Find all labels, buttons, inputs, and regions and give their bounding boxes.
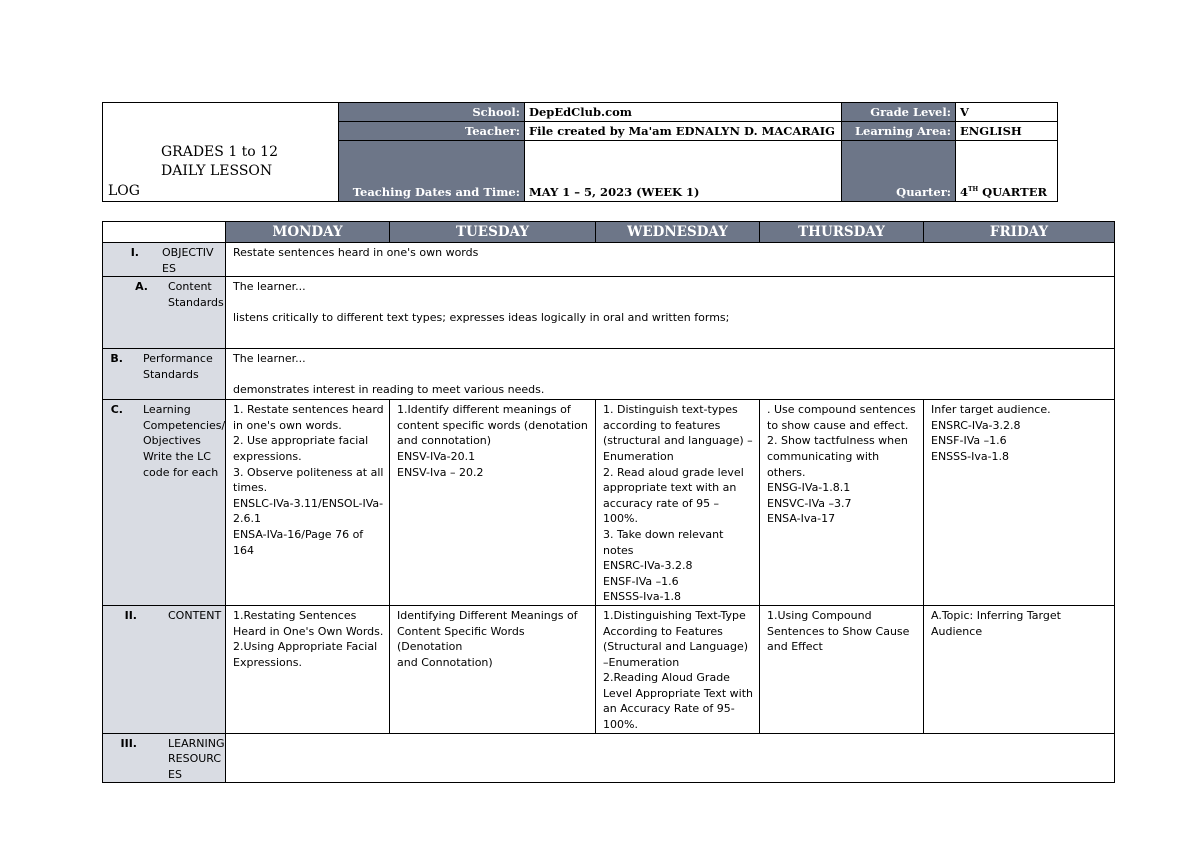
content-standards-row <box>103 277 1115 349</box>
learning-area-label: Learning Area: <box>842 122 956 141</box>
performance-standards-row <box>103 349 1115 400</box>
objectives-text: Restate sentences heard in one's own words <box>226 243 1115 277</box>
content-standards-text: The learner... listens critically to different text types; expresses ideas logically in oral and written forms; <box>226 277 1115 349</box>
lesson-log-table <box>102 221 1115 783</box>
grade-level-value: V <box>956 103 1058 122</box>
content-row <box>103 605 1115 733</box>
competencies-tuesday: 1.Identify different meanings of content specific words (denotation and connotation) ENSV-IVa-20.1 ENSV-Iva – 20.2 <box>390 400 596 606</box>
header-table <box>102 102 1058 202</box>
day-header-row <box>103 222 1115 243</box>
competencies-friday: Infer target audience. ENSRC-IVa-3.2.8 ENSF-IVa –1.6 ENSSS-Iva-1.8 <box>924 400 1115 606</box>
teaching-dates-value: MAY 1 – 5, 2023 (WEEK 1) <box>525 141 842 202</box>
dll-title: GRADES 1 to 12 DAILY LESSON <box>161 144 278 179</box>
learning-area-value: ENGLISH <box>956 122 1058 141</box>
performance-standards-label-cell: B. Performance Standards <box>103 349 226 400</box>
day-header-thursday: THURSDAY <box>760 222 924 243</box>
learning-resources-content <box>226 733 1115 783</box>
school-label: School: <box>339 103 525 122</box>
content-standards-label-cell: A. Content Standards <box>103 277 226 349</box>
competencies-monday: 1. Restate sentences heard in one's own words. 2. Use appropriate facial expressions. 3. Observe politeness at all times. ENSLC-IVa-3.11/ENSOL-IVa- 2.6.1 ENSA-IVa-16/Page 76 of 164 <box>226 400 390 606</box>
competencies-row <box>103 400 1115 606</box>
day-header-friday: FRIDAY <box>924 222 1115 243</box>
grade-level-label: Grade Level: <box>842 103 956 122</box>
content-monday: 1.Restating Sentences Heard in One's Own Words. 2.Using Appropriate Facial Expressions. <box>226 605 390 733</box>
learning-resources-row <box>103 733 1115 783</box>
learning-resources-label-cell: III. LEARNING RESOURC ES <box>103 733 226 783</box>
competencies-thursday: . Use compound sentences to show cause and effect. 2. Show tactfulness when communicating with others. ENSG-IVa-1.8.1 ENSVC-IVa –3.7 ENSA-Iva-17 <box>760 400 924 606</box>
content-label-cell: II. CONTENT <box>103 605 226 733</box>
quarter-label: Quarter: <box>842 141 956 202</box>
competencies-label-cell: C. Learning Competencies/ Objectives Write the LC code for each <box>103 400 226 606</box>
content-thursday: 1.Using Compound Sentences to Show Cause and Effect <box>760 605 924 733</box>
teaching-dates-label: Teaching Dates and Time: <box>339 141 525 202</box>
day-header-tuesday: TUESDAY <box>390 222 596 243</box>
objectives-row <box>103 243 1115 277</box>
school-value: DepEdClub.com <box>525 103 842 122</box>
dll-title-cell <box>103 103 339 202</box>
teacher-label: Teacher: <box>339 122 525 141</box>
content-tuesday: Identifying Different Meanings of Content Specific Words (Denotation and Connotation) <box>390 605 596 733</box>
day-header-monday: MONDAY <box>226 222 390 243</box>
performance-standards-text: The learner... demonstrates interest in reading to meet various needs. <box>226 349 1115 400</box>
dll-title-log: LOG <box>108 183 140 199</box>
content-friday: A.Topic: Inferring Target Audience <box>924 605 1115 733</box>
objectives-label-cell: I. OBJECTIV ES <box>103 243 226 277</box>
competencies-wednesday: 1. Distinguish text-types according to features (structural and language) – Enumeration 2. Read aloud grade level appropriate text with an accuracy rate of 95 – 100%. 3. Take down relevant notes ENSRC-IVa-3.2.8 ENSF-IVa –1.6 ENSSS-Iva-1.8 <box>596 400 760 606</box>
teacher-value: File created by Ma'am EDNALYN D. MACARAIG <box>525 122 842 141</box>
content-wednesday: 1.Distinguishing Text-Type According to Features (Structural and Language) –Enumeration 2.Reading Aloud Grade Level Appropriate Text with an Accuracy Rate of 95- 100%. <box>596 605 760 733</box>
day-header-corner <box>103 222 226 243</box>
quarter-value: 4TH QUARTER <box>956 141 1058 202</box>
day-header-wednesday: WEDNESDAY <box>596 222 760 243</box>
